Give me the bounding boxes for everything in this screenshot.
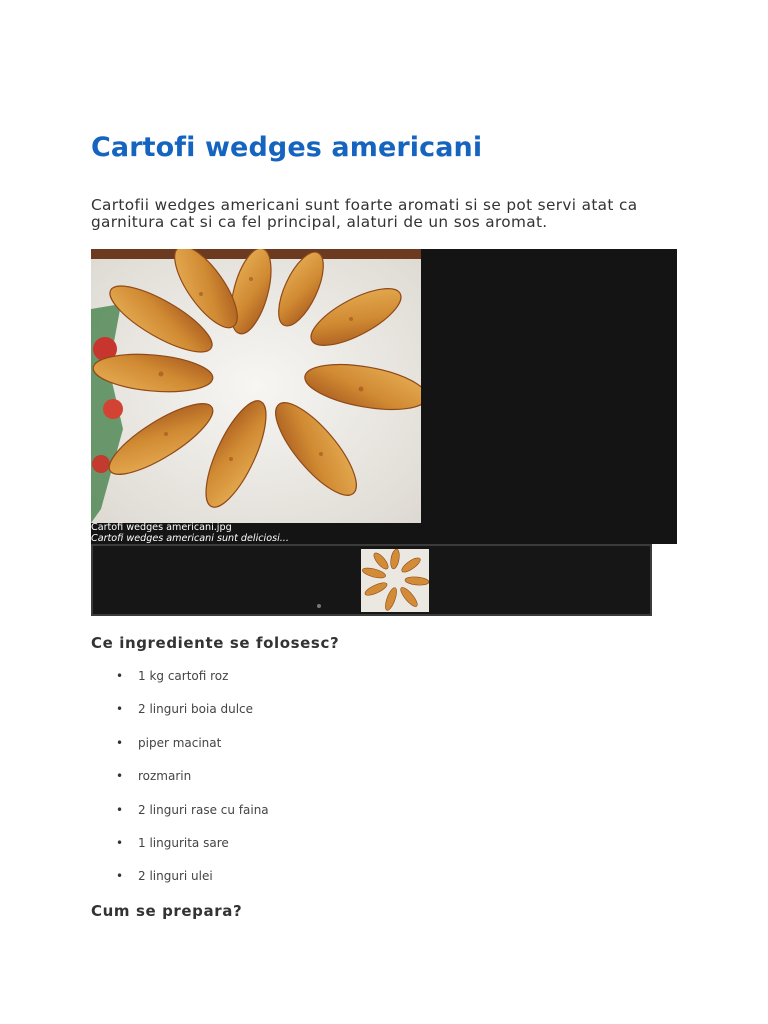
caption-title: Cartofi wedges americani.jpg (91, 522, 232, 533)
list-item (91, 734, 491, 767)
bullet: • (116, 669, 124, 683)
potato-wedges-thumbnail (361, 549, 429, 612)
bullet: • (116, 735, 124, 750)
bullet: • (116, 869, 124, 884)
thumbnail-image[interactable] (361, 549, 429, 612)
ingredient-text: 1 kg cartofi roz (138, 669, 229, 683)
bullet: • (116, 802, 124, 817)
list-item (91, 667, 491, 700)
ingredient-text: 2 linguri ulei (138, 869, 213, 884)
potato-wedges-photo (91, 249, 421, 523)
list-item (91, 700, 491, 733)
intro-paragraph: Cartofii wedges americani sunt foarte aromati si se pot servi atat ca garnitura cat si ca fel principal, alaturi de un sos aromat. (91, 196, 638, 231)
list-item (91, 801, 491, 834)
bullet: • (116, 769, 124, 784)
bullet: • (116, 702, 124, 717)
ingredients-heading: Ce ingrediente se folosesc? (91, 634, 340, 652)
caption-description: Cartofi wedges americani sunt deliciosi... (91, 533, 289, 544)
page-title: Cartofi wedges americani (91, 132, 483, 163)
preparation-heading: Cum se prepara? (91, 902, 243, 920)
photo-caption (91, 522, 289, 544)
list-item (91, 867, 491, 900)
ingredient-text: 2 linguri boia dulce (138, 702, 254, 717)
main-photo[interactable] (91, 249, 421, 523)
ingredient-text: piper macinat (138, 735, 222, 750)
list-item (91, 767, 491, 800)
ingredients-list (91, 667, 491, 901)
ingredient-text: rozmarin (138, 769, 192, 784)
pagination-dot[interactable] (317, 604, 321, 608)
photo-gallery (91, 249, 677, 544)
list-item (91, 834, 491, 867)
ingredient-text: 1 lingurita sare (138, 835, 229, 850)
bullet: • (116, 835, 124, 850)
ingredient-text: 2 linguri rase cu faina (138, 802, 269, 817)
thumbnail-strip (91, 544, 652, 616)
